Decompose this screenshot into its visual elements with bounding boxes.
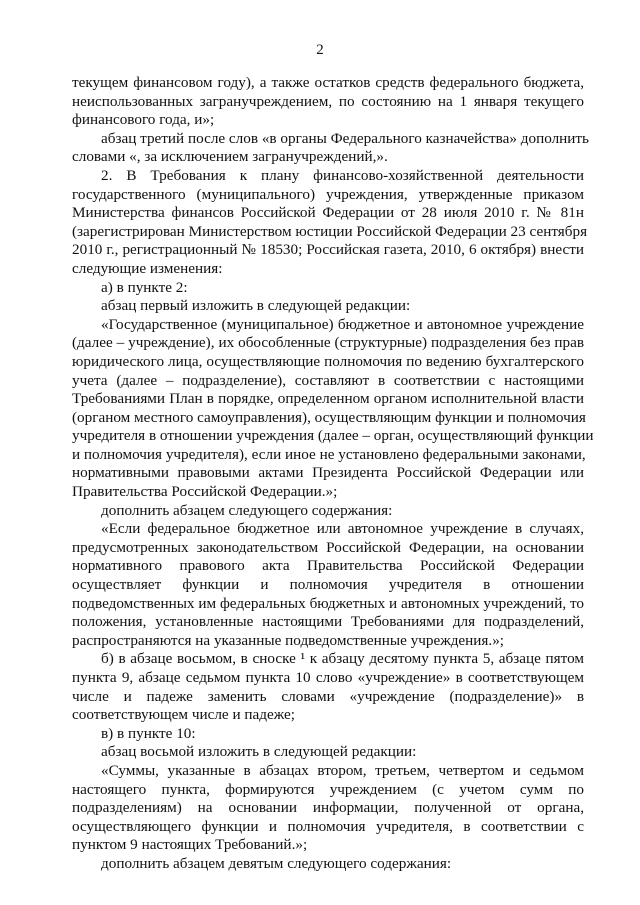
text-line: в) в пункте 10: — [101, 724, 196, 742]
text-line: и полномочия учредителя), если иное не установлено федеральными законами, — [72, 445, 586, 463]
text-line: подразделениям) на основании информации, полученной от органа, — [72, 799, 584, 817]
text-line: предусмотренных законодательством Российской Федерации, на основании — [72, 538, 584, 556]
text-line: пунктом 9 настоящих Требований.»; — [72, 836, 308, 854]
text-line: осуществляющего функции и полномочия учредителя, в соответствии с — [72, 817, 584, 835]
text-line: текущем финансовом году), а также остатков средств федерального бюджета, — [72, 74, 584, 91]
text-line: дополнить абзацем девятым следующего содержания: — [101, 854, 452, 872]
text-line: (далее – учреждение), их обособленные (структурные) подразделения без прав — [72, 334, 584, 352]
text-line: настоящего пункта, формируются учреждением (с учетом сумм по — [72, 780, 584, 798]
text-line: учредителя в отношении учреждения (далее – орган, осуществляющий функции — [72, 427, 594, 445]
text-line: государственного (муниципального) учреждения, утвержденные приказом — [72, 185, 584, 203]
text-line: осуществляет функции и полномочия учредителя в отношении — [72, 576, 584, 594]
text-line: положения, установленные настоящими Требованиями для подразделений, — [72, 613, 584, 631]
text-line: Требованиями План в порядке, определенном органом исполнительной власти — [72, 390, 584, 408]
text-line: числе и падеже заменить словами «учреждение (подразделение)» в — [72, 687, 584, 705]
text-line: подведомственных им федеральных бюджетных и автономных учреждений, то — [72, 594, 584, 612]
text-line: (органом местного самоуправления), осуществляющим функции и полномочия — [72, 408, 586, 426]
text-line: «Суммы, указанные в абзацах втором, третьем, четвертом и седьмом — [101, 761, 584, 779]
text-line: «Если федеральное бюджетное или автономное учреждение в случаях, — [101, 520, 584, 538]
text-line: соответствующем числе и падеже; — [72, 706, 295, 724]
text-line: неиспользованных загранучреждением, по состоянию на 1 января текущего — [72, 92, 584, 110]
text-line: абзац первый изложить в следующей редакции: — [101, 297, 411, 315]
document-body — [72, 74, 594, 874]
text-line: 2010 г., регистрационный № 18530; Российская газета, 2010, 6 октября) внести — [72, 241, 584, 259]
text-line: а) в пункте 2: — [101, 278, 188, 296]
text-line: б) в абзаце восьмом, в сноске ¹ к абзацу десятому пункта 5, абзаце пятом — [101, 650, 584, 668]
text-line: учета (далее – подразделение), составляют в соответствии с настоящими — [72, 371, 584, 389]
text-line: 2. В Требования к плану финансово-хозяйственной деятельности — [101, 166, 584, 184]
text-line: нормативными правовыми актами Президента Российской Федерации или — [72, 464, 584, 482]
text-line: Министерства финансов Российской Федерации от 28 июля 2010 г. № 81н — [72, 204, 584, 222]
text-line: финансового года, и»; — [72, 111, 215, 129]
text-line: абзац восьмой изложить в следующей редакции: — [101, 743, 417, 761]
text-line: юридического лица, осуществляющие полномочия по ведению бухгалтерского — [72, 352, 584, 370]
text-line: дополнить абзацем следующего содержания: — [101, 501, 393, 519]
text-line: «Государственное (муниципальное) бюджетное и автономное учреждение — [101, 315, 584, 333]
text-line: абзац третий после слов «в органы Федерального казначейства» дополнить — [101, 129, 589, 147]
page-number: 2 — [316, 42, 324, 58]
text-line: Правительства Российской Федерации.»; — [72, 483, 338, 501]
text-line: пункта 9, абзаце седьмом пункта 10 слово «учреждение» в соответствующем — [72, 669, 584, 686]
text-line: распространяются на указанные подведомственные учреждения.»; — [72, 631, 505, 649]
text-line: нормативного правового акта Правительства Российской Федерации — [72, 557, 584, 575]
text-line: следующие изменения: — [72, 259, 223, 277]
text-line: словами «, за исключением загранучреждений,». — [72, 148, 388, 166]
text-line: (зарегистрирован Министерством юстиции Российской Федерации 23 сентября — [72, 222, 588, 240]
